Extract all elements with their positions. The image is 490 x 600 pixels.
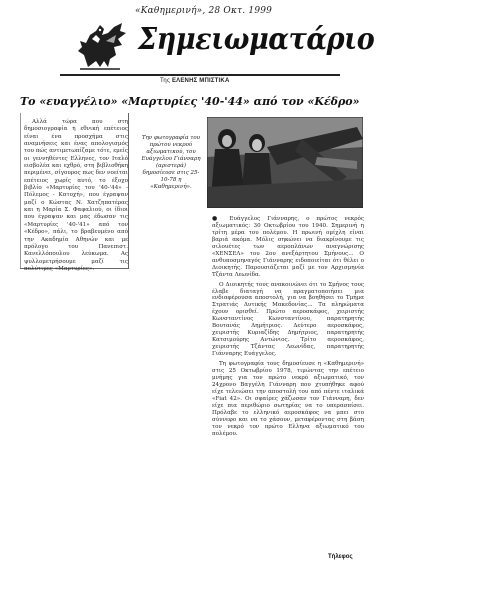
byline-author-name: ΕΛΕΝΗΣ ΜΠΙΣΤΙΚΑ [171, 78, 230, 84]
main-paragraph: Ο Διοικητής τους ανακοινώνει ότι το Σμήνος τους έλαβε διαταγή να πραγματοποιήσει μια ενδιαφέρουσα αποστολή, για να βοηθήσει το Τμήμα Στρατιάς Δυτικής Μακεδονίας... Τα πληρώματα έχουν ορισθεί. Πρώτο αεροσκάφος, χειριστής Κωνσταντίνος Κωνσταντίνου, παρατηρητής Βουτανάς Δημήτριος. Δεύτερο αεροσκάφος, χειριστής Κυριαζίδης Δημήτριος, παρατηρητής Κατσιμούρης Αντώνιος. Τρίτο αεροσκάφος, χειριστής Τζάντας Λεωνίδας, παρατηρητής Γιάνναρης Ευάγγελος. [212, 281, 364, 358]
author-signature: Τήλεφος [328, 554, 353, 560]
archive-photo-officers-aircraft [207, 117, 363, 208]
boxed-column-text [24, 119, 128, 273]
byline-prefix: Της [160, 78, 171, 84]
photo-caption: Την φωτογραφία του πρώτου νεκρού αξιωματικού, του Ευάγγελου Γιάνναρη (αριστερά) δημοσίευσε στις 25-10-78 η «Καθημερινή». [141, 135, 201, 190]
box-border-right [128, 113, 129, 269]
masthead-rule [60, 74, 340, 76]
handwritten-date-note: «Καθημερινή», 28 Οκτ. 1999 [135, 6, 273, 16]
byline [160, 78, 229, 84]
bullet-icon: ● [212, 215, 230, 222]
main-paragraph: Τη φωτογραφία τους δημοσίευσε η «Καθημερινή» στις 25 Οκτωβρίου 1978, τιμώντας την επέτειο μνήμης για τον πρώτο νεκρό αξιωματικό, τον 24χρονο Βαγγέλη Γιάνναρη που χτυπήθηκε αφού είχε τελειώσει την αποστολή του από πέντε ιταλικά «Fiat 42». Οι σφαίρες χάζωσαν τον Γιάνναρη, δεν είχε πια περιθώριο σωτηρίας να το υπερασπίσει. Πρόλαβε το ελληνικό αεροσκάφος να μπει στο σύννεφο και να το χάσουν, μεταφέροντας στη βάση τον νεκρό τον πρώτο Ελληνα αξιωματικό του πολέμου. [212, 361, 364, 437]
article-headline: Το «ευαγγέλιο» «Μαρτυρίες '40-'44» από τον «Κέδρο» [20, 95, 360, 108]
griffin-logo-icon [70, 17, 130, 73]
box-border-left [20, 113, 21, 269]
main-paragraph-text: Ευάγγελος Γιάνναρης, ο πρώτος νεκρός αξιωματικός: 30 Οκτωβρίου του 1940. Σημερινή η τρίτη μέρα του πολέμου. Η πρωινή ομίχλη είναι βαριά ακόμα. Μόλις σηκώνει να διακρίνουμε τις σιλουέτες των αεροπλάνων αναγνώρισης «ΧΕΝΣΕΛ» του 2ου ανεξάρτητου Σμήνους... Ο ανθυποσμηναγός Γιάνναρης ειδοποιείται ότι θέλει ο Διοικητής. Παρουσιάζεται μαζί με τον Αρχισμηνία Τζάντα Λεωνίδα. [212, 216, 364, 278]
boxed-paragraph: Αλλά τώρα που στη δημοσιογραφία η εθνική επέτειος είναι ένα προσχήμα στις αναμνήσεις και ένας απολογισμός του πώς αντιμετωπίζαμε τότε, εμείς οι γεννηθέντες Ελληνες, τον Ιταλό εισβολέα και εχθρό, στη βιβλιοθήκη περιμένει, σίγουρος πως δεν νοείται επέτειος χωρίς αυτό, το έξοχο βιβλίο «Μαρτυρίες του '40-'44» - Πόλεμος - Κατοχή», που έγραψαν μαζί ο Κώστας Ν. Χατζηπατέρας και η Μαρία Σ. Φαφαλιού, οι ίδιοι που έγραψαν και μας έδωσαν τις «Μαρτυρίες '40-'41» από τον «Κέδρο», πάλι, το βραβευμένο από την Ακαδημία Αθηνών και με πρόλογο του Πανεπιστ. Κανελλόπουλου λεύκωμα. Ας ψυλλομετρήσουμε μαζί τις πολύτιμες «Μαρτυρίες». [24, 119, 128, 272]
main-paragraph [212, 216, 364, 279]
column-masthead: Σημειωματάριο [138, 22, 375, 57]
main-column-text [212, 216, 364, 441]
